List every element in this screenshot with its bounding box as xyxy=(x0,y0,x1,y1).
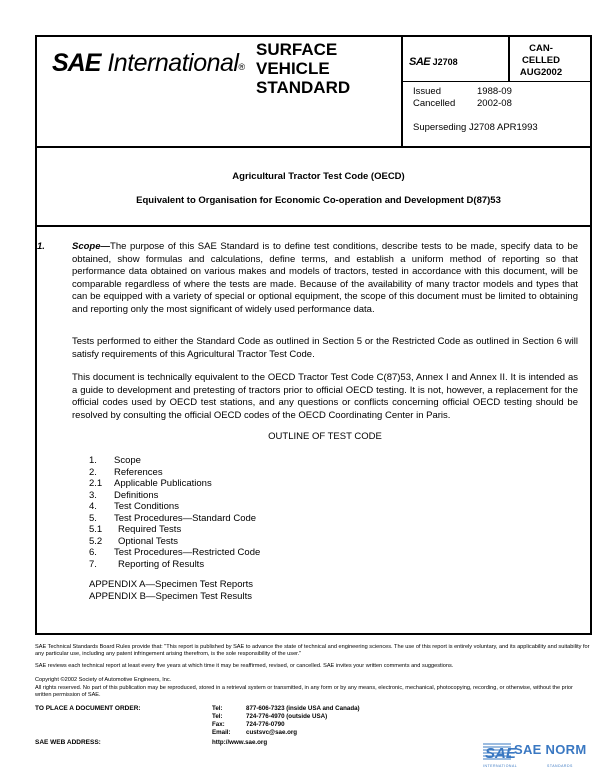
frame-right xyxy=(590,35,592,635)
outline-number: 7. xyxy=(89,558,97,570)
sae-norm-sub-left: INTERNATIONAL xyxy=(483,764,518,768)
contact-label: Tel: xyxy=(212,713,223,720)
doc-number: J2708 xyxy=(432,57,458,67)
contact-label: Email: xyxy=(212,729,231,736)
outline-label: Test Procedures—Restricted Code xyxy=(114,547,261,558)
review-note: SAE reviews each technical report at least every five years at which time it may be reaffirmed, revised, or cancelled. SAE invites your written comments and suggestions. xyxy=(35,663,454,669)
header-divider-horizontal xyxy=(35,146,592,148)
outline-label: Applicable Publications xyxy=(114,478,212,489)
outline-item xyxy=(89,536,260,548)
outline-item xyxy=(89,455,260,467)
outline-item xyxy=(89,559,260,571)
outline-label: Definitions xyxy=(114,489,159,501)
title-divider-horizontal xyxy=(35,225,592,227)
document-title: Agricultural Tractor Test Code (OECD) xyxy=(232,171,405,182)
outline-number: 5. xyxy=(89,512,97,524)
outline-number: 5.2 xyxy=(89,535,103,547)
standard-type-line: VEHICLE xyxy=(256,59,330,78)
logo-trademark: ® xyxy=(238,62,246,72)
cancelled-date: 2002-08 xyxy=(477,98,512,109)
outline-number: 6. xyxy=(89,547,97,558)
outline-label: Test Conditions xyxy=(114,501,179,512)
issued-label: Issued xyxy=(413,86,441,97)
paragraph-2: Tests performed to either the Standard Code as outlined in Section 5 or the Restricted Code as outlined in Section 6 will satisfy requirements of this Agricultural Tractor Test Code. xyxy=(72,336,578,360)
outline-number: 1. xyxy=(89,455,97,466)
outline-number: 4. xyxy=(89,501,97,512)
contact-label: Tel: xyxy=(212,705,223,712)
appendix-a: APPENDIX A—Specimen Test Reports xyxy=(89,579,254,590)
scope-paragraph xyxy=(72,241,578,316)
outline-number: 2. xyxy=(89,466,97,478)
outline-label: Scope xyxy=(114,455,141,466)
outline-item xyxy=(89,478,260,490)
web-address-label: SAE WEB ADDRESS: xyxy=(35,739,101,746)
paragraph-3: This document is technically equivalent to the OECD Tractor Test Code C(87)53, Annex I and Annex II. It is intended as a guide to development and pretesting of tractors prior to official OECD testing. It is not, however, a replacement for the official codes used by OECD test stations, and any questions or conflicts concerning official OECD testing should be resolved by consulting the official OECD codes of the OECD Coordinating Center in Paris. xyxy=(72,372,578,421)
web-address-link[interactable]: http://www.sae.org xyxy=(212,739,268,746)
standard-type xyxy=(256,40,350,97)
outline-label: Test Procedures—Standard Code xyxy=(114,512,257,524)
sae-norm-logo-icon xyxy=(483,741,516,763)
status-divider-horizontal xyxy=(401,81,591,82)
outline-item xyxy=(89,501,260,513)
status-line: CELLED xyxy=(522,55,560,66)
appendix-b: APPENDIX B—Specimen Test Results xyxy=(89,591,252,602)
scope-heading: Scope— xyxy=(72,241,111,252)
scope-text: The purpose of this SAE Standard is to define test conditions, describe tests to be made, specify data to be obtained, show formulas and calculations, define terms, and establish a uniform method of reporting so that performance data obtained on various makes and models of tractors, tested in accordance with this document, will be comparable regardless of where the tests are made. Because of the availability of many tractor models and types that can be equipped with a variety of special or optional equipment, the scope of this document must be limited to obtaining and reporting only the most significant of widely used performance data. xyxy=(72,241,578,315)
svg-text:SAE: SAE xyxy=(485,745,516,762)
sae-norm-label: SAE NORM xyxy=(514,742,587,757)
cancelled-label: Cancelled xyxy=(413,98,456,109)
outline-label: Reporting of Results xyxy=(118,558,205,570)
outline-number: 5.1 xyxy=(89,524,103,535)
outline-label: References xyxy=(114,466,163,478)
sae-international-logo xyxy=(52,48,245,78)
outline-item xyxy=(89,524,260,536)
status-stamp xyxy=(510,43,572,79)
logo-international: International xyxy=(107,49,239,77)
board-rules-note: SAE Technical Standards Board Rules provide that: "This report is published by SAE to advance the state of technical and engineering sciences. The use of this report is entirely voluntary, and its applicability and suitability for any particular use, including any patent infringement arising therefrom, is the sole responsibility of the user." xyxy=(35,644,590,657)
outline-label: Required Tests xyxy=(118,524,182,535)
sae-norm-sub-right: STANDARDS xyxy=(547,764,573,768)
outline-item xyxy=(89,547,260,559)
standard-type-line: SURFACE xyxy=(256,40,338,59)
superseding-note: Superseding J2708 APR1993 xyxy=(413,122,538,133)
issued-date: 1988-09 xyxy=(477,86,512,97)
frame-bottom xyxy=(35,633,592,635)
outline-item xyxy=(89,467,260,479)
outline-label: Optional Tests xyxy=(118,535,179,547)
status-line: AUG2002 xyxy=(519,67,563,78)
outline-heading: OUTLINE OF TEST CODE xyxy=(268,431,382,442)
outline-list xyxy=(89,455,260,570)
section-number: 1. xyxy=(37,241,45,252)
order-label: TO PLACE A DOCUMENT ORDER: xyxy=(35,705,141,712)
contact-value: 724-776-4970 (outside USA) xyxy=(246,713,328,720)
contact-label: Fax: xyxy=(212,721,225,728)
logo-sae: SAE xyxy=(52,49,101,77)
doc-sae-mark: SAE xyxy=(409,56,431,68)
frame-left xyxy=(35,35,37,635)
status-line: CAN- xyxy=(529,43,553,54)
contact-value: 724-776-0790 xyxy=(246,721,285,728)
document-id xyxy=(409,56,458,68)
copyright-note: Copyright ©2002 Society of Automotive Engineers, Inc. xyxy=(35,677,172,683)
header-divider-vertical xyxy=(401,35,403,147)
outline-item xyxy=(89,513,260,525)
outline-item xyxy=(89,490,260,502)
email-link[interactable]: custsvc@sae.org xyxy=(246,729,298,736)
outline-number: 3. xyxy=(89,489,97,501)
standard-type-line: STANDARD xyxy=(256,78,351,97)
rights-note: All rights reserved. No part of this publication may be reproduced, stored in a retrieval system or transmitted, in any form or by any means, electronic, mechanical, photocopying, recording, or otherwise, without the prior written permission of SAE. xyxy=(35,685,573,698)
contact-value: 877-606-7323 (inside USA and Canada) xyxy=(246,705,360,712)
outline-number: 2.1 xyxy=(89,478,103,489)
document-subtitle: Equivalent to Organisation for Economic Co-operation and Development D(87)53 xyxy=(136,195,501,206)
